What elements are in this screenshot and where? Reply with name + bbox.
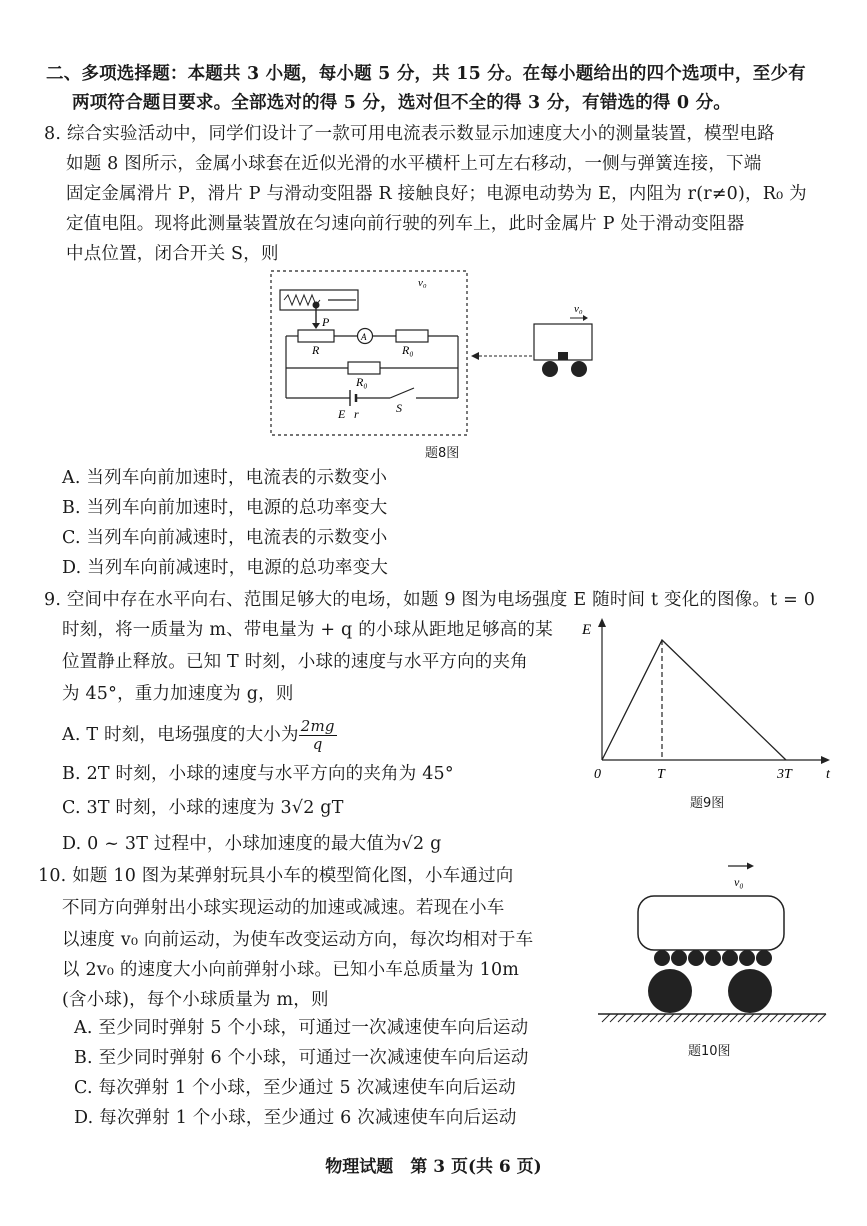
q8-label-R: R — [312, 343, 320, 357]
q9-graph-figure — [576, 610, 846, 794]
q8-option-a: A. 当列车向前加速时，电流表的示数变小 — [62, 468, 388, 488]
q10-car-figure — [594, 852, 834, 1036]
q10-line-2: 不同方向弹射出小球实现运动的加速或减速。若现在小车 — [62, 898, 505, 918]
q9-axis-t: t — [826, 767, 830, 782]
q8-label-P: P — [322, 315, 330, 329]
q8-line-2: 如题 8 图所示，金属小球套在近似光滑的水平横杆上可左右移动，一侧与弹簧连接，下端 — [66, 154, 762, 174]
q8-label-R0-mid: R₀ — [356, 375, 368, 389]
section-heading-line2: 两项符合题目要求。全部选对的得 5 分，选对但不全的得 3 分，有错选的得 0 分。 — [72, 93, 731, 113]
q8-label-r: r — [354, 407, 359, 421]
q9-option-b: B. 2T 时刻，小球的速度与水平方向的夹角为 45° — [62, 764, 454, 784]
q9-option-a-text: A. T 时刻，电场强度的大小为 — [62, 725, 299, 745]
q8-option-b: B. 当列车向前加速时，电源的总功率变大 — [62, 498, 388, 518]
q9-figure-caption: 题9图 — [690, 796, 725, 811]
q10-line-1: 10. 如题 10 图为某弹射玩具小车的模型简化图，小车通过向 — [38, 866, 514, 886]
q8-line-3: 固定金属滑片 P，滑片 P 与滑动变阻器 R 接触良好；电源电动势为 E，内阻为 r(r≠0)，R₀ 为 — [66, 184, 807, 204]
q9-line-1: 9. 空间中存在水平向右、范围足够大的电场，如题 9 图为电场强度 E 随时间 t 变化的图像。t = 0 — [44, 590, 816, 610]
q8-option-d: D. 当列车向前减速时，电源的总功率变大 — [62, 558, 389, 578]
q9-line-4: 为 45°，重力加速度为 g，则 — [62, 684, 294, 704]
q10-option-b: B. 至少同时弹射 6 个小球，可通过一次减速使车向后运动 — [74, 1048, 529, 1068]
q8-label-S: S — [396, 401, 402, 415]
q9-option-a — [62, 718, 337, 753]
q10-car-diagram — [594, 852, 834, 1032]
q8-label-v0-car: v₀ — [574, 303, 583, 315]
q8-label-v0-box: v₀ — [418, 277, 427, 289]
q8-ammeter-label: A — [361, 332, 367, 342]
q9-graph — [576, 610, 846, 790]
q8-option-c: C. 当列车向前减速时，电流表的示数变小 — [62, 528, 388, 548]
q8-circuit-figure — [268, 268, 608, 462]
q10-line-3: 以速度 v₀ 向前运动，为使车改变运动方向，每次均相对于车 — [62, 930, 534, 950]
q8-figure-caption: 题8图 — [425, 446, 460, 461]
q9-axis-E: E — [582, 622, 592, 638]
q10-option-a: A. 至少同时弹射 5 个小球，可通过一次减速使车向后运动 — [74, 1018, 529, 1038]
q10-option-c: C. 每次弹射 1 个小球，至少通过 5 次减速使车向后运动 — [74, 1078, 516, 1098]
q9-option-c: C. 3T 时刻，小球的速度为 3√2 gT — [62, 798, 344, 818]
q8-line-1: 8. 综合实验活动中，同学们设计了一款可用电流表示数显示加速度大小的测量装置，模型电路 — [44, 124, 775, 144]
q10-line-4: 以 2v₀ 的速度大小向前弹射小球。已知小车总质量为 10m — [62, 960, 520, 980]
q8-label-E: E — [338, 407, 346, 421]
q9-option-d: D. 0 ~ 3T 过程中，小球加速度的最大值为√2 g — [62, 834, 442, 854]
q10-line-5: (含小球)，每个小球质量为 m，则 — [62, 990, 329, 1010]
q9-line-3: 位置静止释放。已知 T 时刻，小球的速度与水平方向的夹角 — [62, 652, 528, 672]
page-footer: 物理试题 第 3 页(共 6 页) — [325, 1157, 542, 1177]
q9-fraction-numerator: 2mg — [300, 717, 335, 735]
q8-circuit-diagram — [268, 268, 608, 458]
q9-option-a-fraction — [299, 718, 337, 753]
q8-label-R0-top: R₀ — [402, 343, 414, 357]
q10-label-v0: v₀ — [734, 875, 744, 889]
q9-fraction-denominator: q — [312, 735, 323, 753]
q10-figure-caption: 题10图 — [688, 1044, 731, 1059]
q8-line-5: 中点位置，闭合开关 S，则 — [66, 244, 279, 264]
q9-line-2: 时刻，将一质量为 m、带电量为 + q 的小球从距地足够高的某 — [62, 620, 553, 640]
q9-tick-3T: 3T — [777, 767, 792, 782]
q9-tick-0: 0 — [594, 767, 601, 782]
q8-line-4: 定值电阻。现将此测量装置放在匀速向前行驶的列车上，此时金属片 P 处于滑动变阻器 — [66, 214, 745, 234]
q10-option-d: D. 每次弹射 1 个小球，至少通过 6 次减速使车向后运动 — [74, 1108, 517, 1128]
q9-tick-T: T — [657, 767, 665, 782]
section-heading-line1: 二、多项选择题：本题共 3 小题，每小题 5 分，共 15 分。在每小题给出的四个选项中，至少有 — [46, 64, 806, 84]
